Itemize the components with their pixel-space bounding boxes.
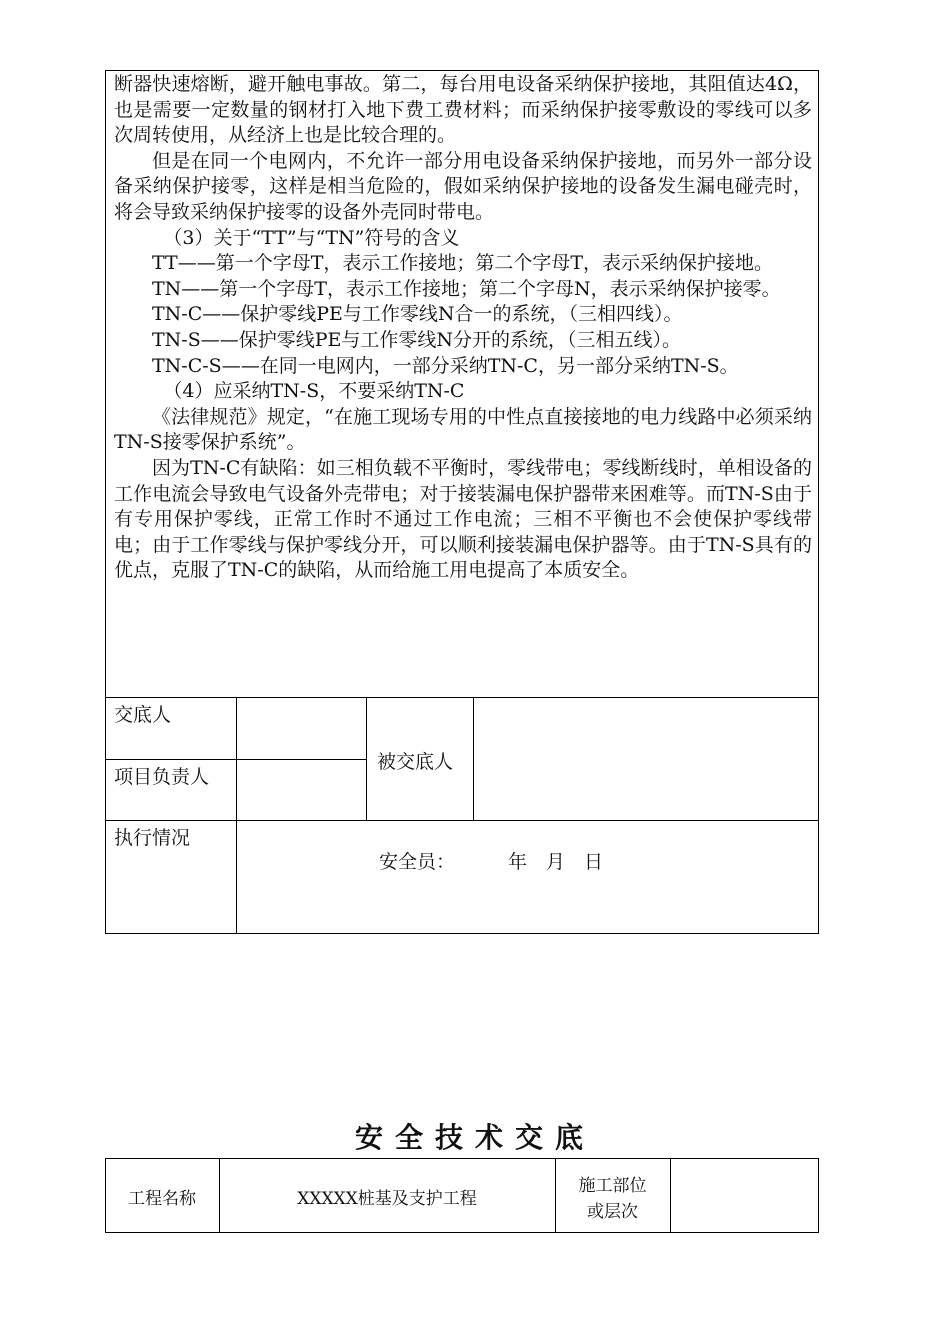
paragraph: 因为TN-C有缺陷：如三相负载不平衡时，零线带电；零线断线时，单相设备的工作电流会导致电气设备外壳带电；对于接装漏电保护器带来困难等。而TN-S由于有专用保护零线，正常工作时不通过工作电流；三相不平衡也不会使保护零线带电；由于工作零线与保护零线分开，可以顺利接装漏电保护器等。由于TN-S具有的优点，克服了TN-C的缺陷，从而给施工用电提高了本质安全。	[114, 456, 812, 582]
safety-officer-label: 安全员：	[379, 851, 456, 873]
paragraph: TN-C——保护零线PE与工作零线N合一的系统，（三相四线）。	[152, 303, 683, 326]
paragraph: TN——第一个字母T，表示工作接地；第二个字母N，表示采纳保护接零。	[152, 277, 781, 300]
paragraph: 但是在同一个电网内，不允许一部分用电设备采纳保护接地，而另外一部分设备采纳保护接零，这样是相当危险的，假如采纳保护接地的设备发生漏电碰壳时，将会导致采纳保护接零的设备外壳同时带电。	[114, 149, 812, 223]
disclosure-content	[114, 72, 812, 584]
divider-content-bottom	[105, 697, 819, 698]
paragraph: 断器快速熔断，避开触电事故。第二，每台用电设备采纳保护接地，其阻值达4Ω，也是需要一定数量的钢材打入地下费工费材料；而采纳保护接零敷设的零线可以多次周转使用，从经济上也是比较合理的。	[114, 73, 812, 147]
project-name-label: 工程名称	[128, 1189, 196, 1209]
discloser-label: 交底人	[114, 704, 172, 726]
location-label-line2: 或层次	[587, 1202, 638, 1222]
col-divider-2	[366, 697, 367, 820]
execution-label: 执行情况	[114, 827, 191, 849]
col-divider-3	[473, 697, 474, 820]
project-name-value: XXXXX桩基及支护工程	[297, 1189, 477, 1209]
date-label: 年 月 日	[508, 851, 604, 873]
section-heading: （3）关于“TT”与“TN”符号的含义	[163, 226, 460, 249]
form-title: 安全技术交底	[354, 1121, 595, 1154]
paragraph: 《法律规范》规定，“在施工现场专用的中性点直接接地的电力线路中必须采纳TN-S接零保护系统”。	[114, 405, 812, 454]
col-divider-1	[236, 697, 237, 934]
project-lead-label: 项目负责人	[114, 766, 210, 788]
divider-signoff-bottom	[105, 820, 819, 821]
recipient-label: 被交底人	[377, 751, 454, 773]
paragraph: TN-C-S——在同一电网内，一部分采纳TN-C，另一部分采纳TN-S。	[152, 354, 739, 377]
paragraph: TN-S——保护零线PE与工作零线N分开的系统，（三相五线）。	[152, 328, 682, 351]
second-col-divider-3	[670, 1158, 671, 1233]
paragraph: TT——第一个字母T，表示工作接地；第二个字母T，表示采纳保护接地。	[152, 252, 774, 275]
location-label-line1: 施工部位	[578, 1176, 647, 1196]
section-heading: （4）应采纳TN-S，不要采纳TN-C	[163, 380, 465, 403]
